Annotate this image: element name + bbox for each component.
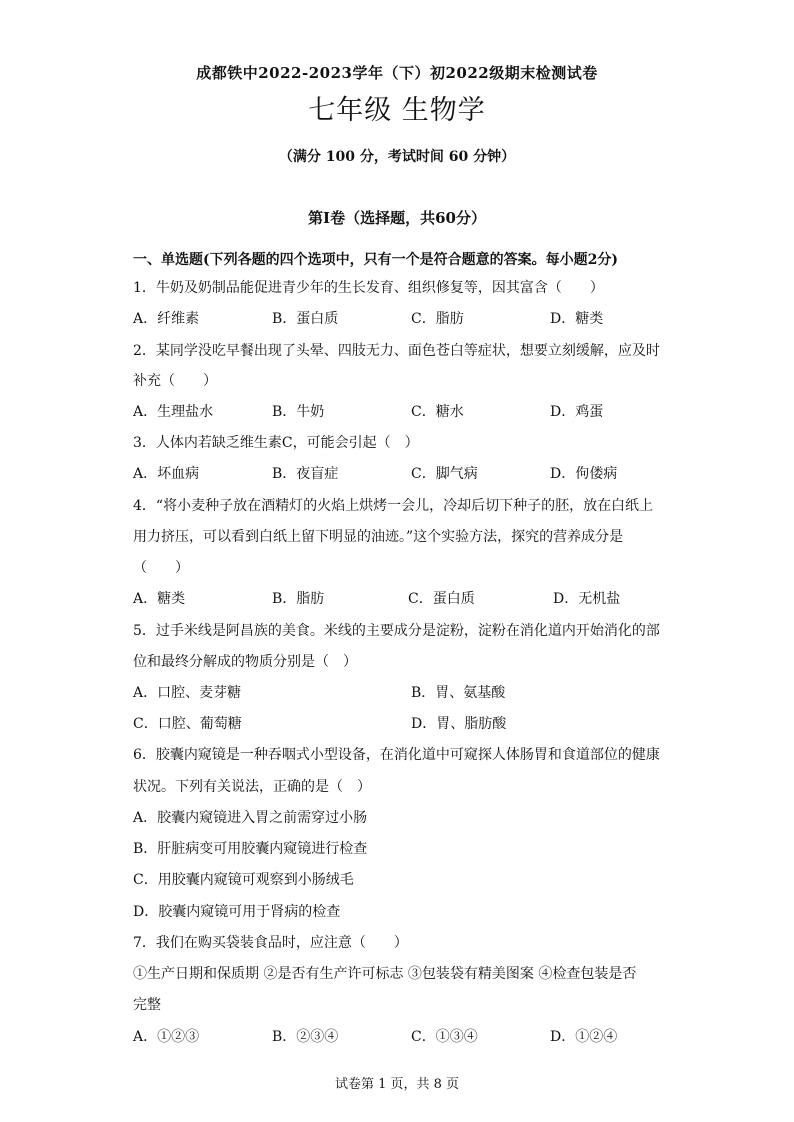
question-1-option-b: B．蛋白质 — [272, 311, 339, 327]
question-5-stem-line-2: 位和最终分解成的物质分别是（ ） — [133, 654, 357, 670]
question-4-stem-line-2: 用力挤压，可以看到白纸上留下明显的油迹。”这个实验方法，探究的营养成分是 — [133, 529, 624, 545]
question-6-option-b: B．肝脏病变可用胶囊内窥镜进行检查 — [133, 841, 368, 857]
question-3-option-d: D．佝偻病 — [550, 466, 618, 482]
question-7-option-a: A．①②③ — [133, 1029, 200, 1045]
exam-header: 成都铁中2022-2023学年（下）初2022级期末检测试卷 — [196, 64, 598, 82]
question-6-option-a: A．胶囊内窥镜进入胃之前需穿过小肠 — [133, 810, 368, 826]
question-5-option-a: A．口腔、麦芽糖 — [133, 685, 242, 701]
question-4-option-a: A．糖类 — [133, 591, 186, 607]
question-4-stem-line-1: 4．“将小麦种子放在酒精灯的火焰上烘烤一会儿，冷却后切下种子的胚，放在白纸上 — [133, 498, 654, 514]
question-4-stem-line-3: （ ） — [133, 560, 189, 576]
question-2-option-a: A．生理盐水 — [133, 404, 214, 420]
question-3-option-a: A．坏血病 — [133, 466, 200, 482]
question-1-option-d: D．糖类 — [550, 311, 604, 327]
question-5-stem-line-1: 5．过手米线是阿昌族的美食。米线的主要成分是淀粉，淀粉在消化道内开始消化的部 — [133, 623, 660, 639]
question-7-stem-line-2: ①生产日期和保质期 ②是否有生产许可标志 ③包装袋有精美图案 ④检查包装是否 — [133, 966, 637, 982]
question-1-option-c: C．脂肪 — [411, 311, 464, 327]
question-2-option-d: D．鸡蛋 — [550, 404, 604, 420]
question-5-option-b: B．胃、氨基酸 — [411, 685, 506, 701]
page-title: 七年级 生物学 — [308, 95, 486, 126]
question-6-stem-line-1: 6．胶囊内窥镜是一种吞咽式小型设备，在消化道中可窥探人体肠胃和食道部位的健康 — [133, 747, 660, 763]
question-4-option-d: D．无机盐 — [553, 591, 621, 607]
question-7-stem-line-3: 完整 — [133, 997, 161, 1013]
question-6-option-c: C．用胶囊内窥镜可观察到小肠绒毛 — [133, 872, 354, 888]
question-2-option-b: B．牛奶 — [272, 404, 325, 420]
question-3-option-b: B．夜盲症 — [272, 466, 339, 482]
part-heading: 一、单选题(下列各题的四个选项中，只有一个是符合题意的答案。每小题2分) — [133, 252, 618, 268]
question-6-stem-line-2: 状况。下列有关说法，正确的是（ ） — [133, 779, 371, 795]
question-4-option-b: B．脂肪 — [272, 591, 325, 607]
question-6-option-d: D．胶囊内窥镜可用于肾病的检查 — [133, 904, 341, 920]
question-2-stem-line-2: 补充（ ） — [133, 373, 217, 389]
question-2-option-c: C．糖水 — [411, 404, 464, 420]
question-2-stem-line-1: 2．某同学没吃早餐出现了头晕、四肢无力、面色苍白等症状，想要立刻缓解，应及时 — [133, 343, 660, 359]
page-footer: 试卷第 1 页，共 8 页 — [334, 1077, 460, 1092]
question-3-stem: 3．人体内若缺乏维生素C，可能会引起（ ） — [133, 435, 419, 451]
question-7-option-c: C．①③④ — [411, 1029, 478, 1045]
question-3-option-c: C．脚气病 — [411, 466, 478, 482]
question-7-option-d: D．①②④ — [550, 1029, 618, 1045]
question-5-option-d: D．胃、脂肪酸 — [411, 716, 507, 732]
question-7-option-b: B．②③④ — [272, 1029, 339, 1045]
question-4-option-c: C．蛋白质 — [408, 591, 475, 607]
question-5-option-c: C．口腔、葡萄糖 — [133, 716, 242, 732]
question-1-stem: 1．牛奶及奶制品能促进青少年的生长发育、组织修复等，因其富含（ ） — [133, 280, 604, 296]
section-title: 第Ⅰ卷（选择题，共60分） — [308, 209, 486, 227]
question-7-stem-line-1: 7．我们在购买袋装食品时，应注意（ ） — [133, 935, 408, 951]
question-1-option-a: A．纤维素 — [133, 311, 200, 327]
exam-subtitle: （满分 100 分，考试时间 60 分钟） — [278, 149, 516, 165]
